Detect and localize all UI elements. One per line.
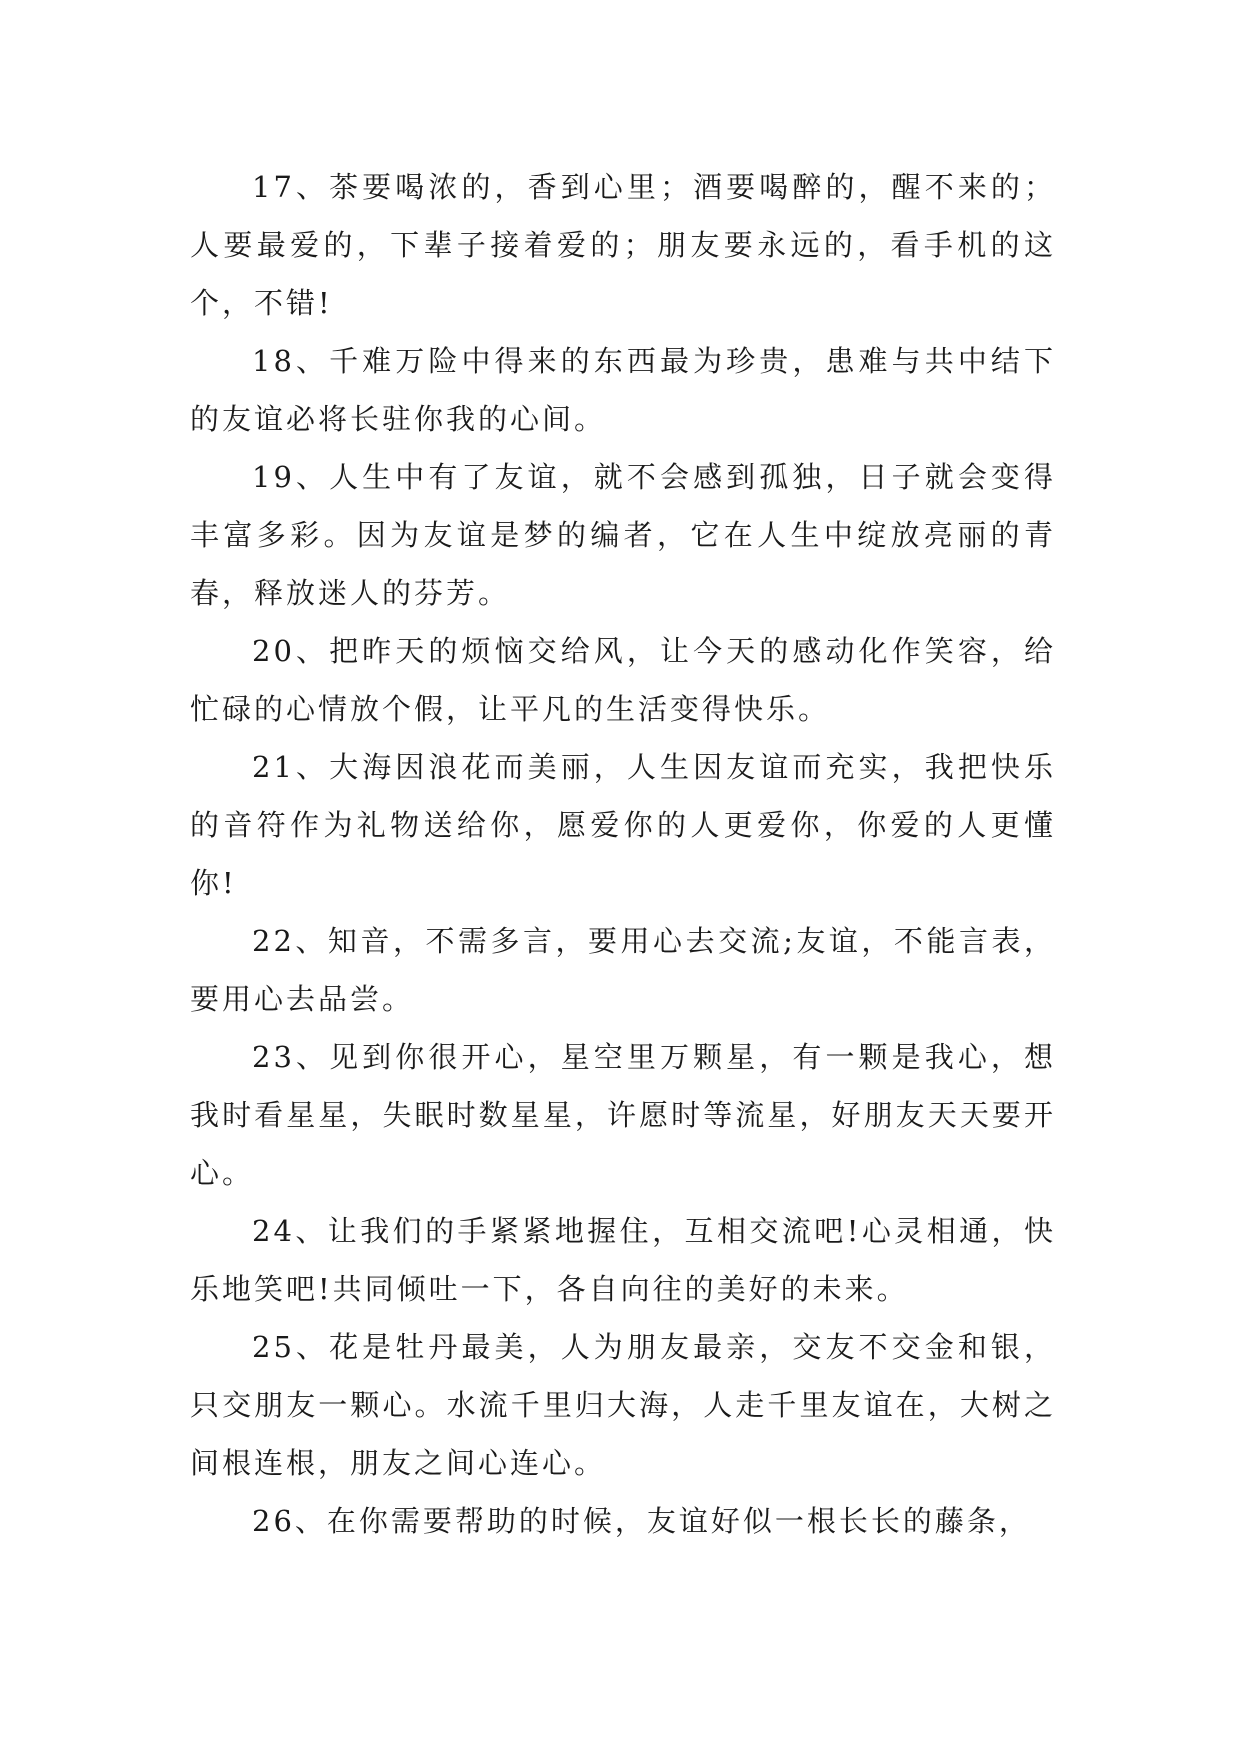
paragraph-21: 21、大海因浪花而美丽，人生因友谊而充实，我把快乐的音符作为礼物送给你，愿爱你的人更爱你，你爱的人更懂你! (190, 750, 1056, 900)
paragraph-19: 19、人生中有了友谊，就不会感到孤独，日子就会变得丰富多彩。因为友谊是梦的编者，它在人生中绽放亮丽的青春，释放迷人的芬芳。 (190, 460, 1056, 610)
paragraph-22: 22、知音，不需多言，要用心去交流;友谊，不能言表，要用心去品尝。 (190, 924, 1056, 1016)
paragraph-24: 24、让我们的手紧紧地握住，互相交流吧!心灵相通，快乐地笑吧!共同倾吐一下，各自向往的美好的未来。 (190, 1214, 1056, 1306)
paragraph-26: 26、在你需要帮助的时候，友谊好似一根长长的藤条， (252, 1504, 1031, 1538)
paragraph-25: 25、花是牡丹最美，人为朋友最亲，交友不交金和银，只交朋友一颗心。水流千里归大海，人走千里友谊在，大树之间根连根，朋友之间心连心。 (190, 1330, 1056, 1480)
document-body (190, 158, 1056, 1550)
paragraph-17: 17、茶要喝浓的，香到心里；酒要喝醉的，醒不来的；人要最爱的，下辈子接着爱的；朋友要永远的，看手机的这个，不错! (190, 170, 1056, 320)
paragraph-20: 20、把昨天的烦恼交给风，让今天的感动化作笑容，给忙碌的心情放个假，让平凡的生活变得快乐。 (190, 634, 1056, 726)
paragraph-23: 23、见到你很开心，星空里万颗星，有一颗是我心，想我时看星星，失眠时数星星，许愿时等流星，好朋友天天要开心。 (190, 1040, 1056, 1190)
paragraph-18: 18、千难万险中得来的东西最为珍贵，患难与共中结下的友谊必将长驻你我的心间。 (190, 344, 1056, 436)
